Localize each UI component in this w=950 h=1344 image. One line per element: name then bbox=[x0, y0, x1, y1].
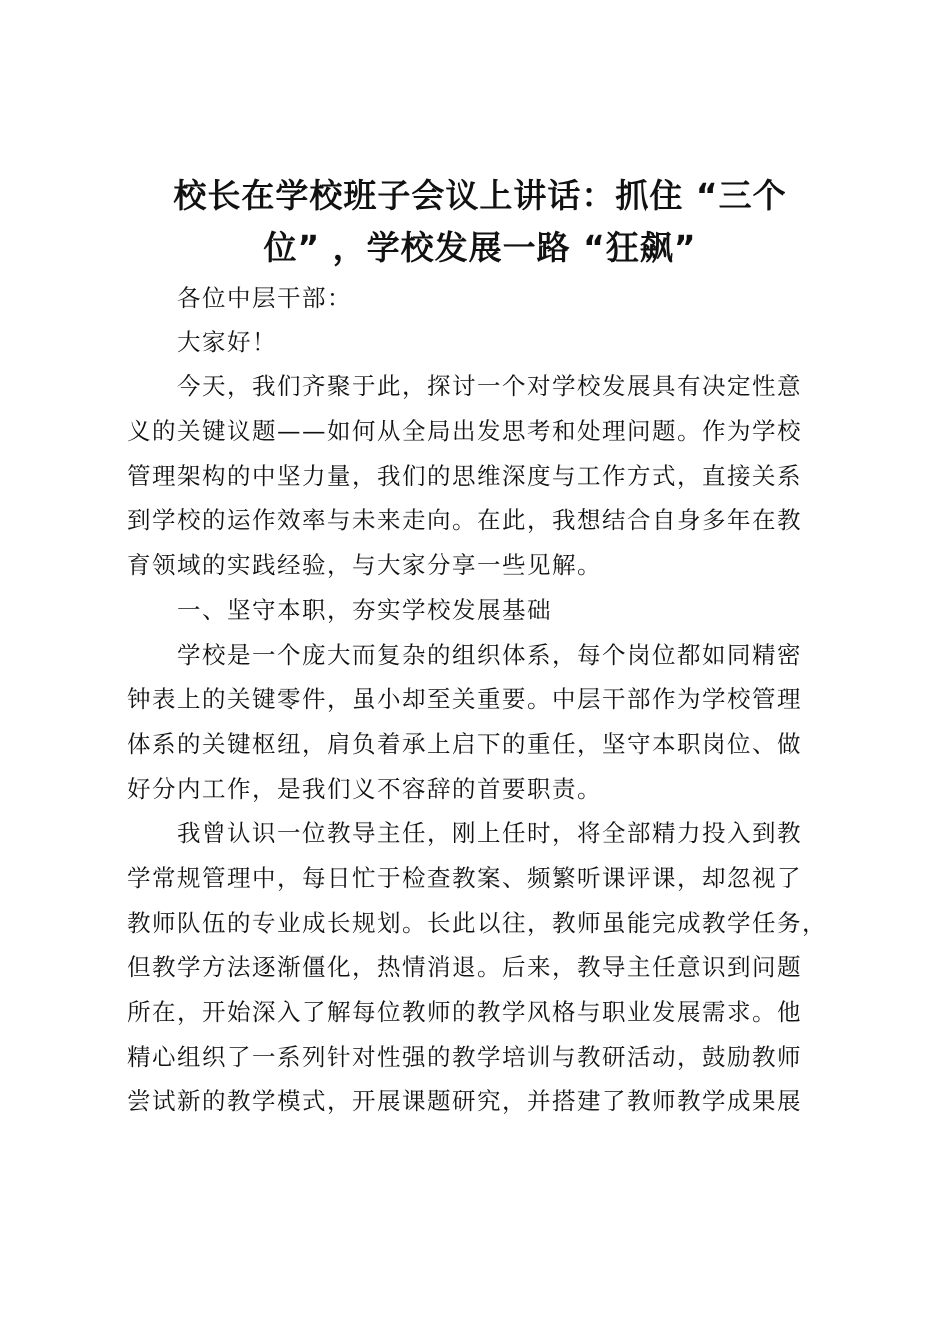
body-line: 学校是一个庞大而复杂的组织体系，每个岗位都如同精密 bbox=[177, 641, 802, 669]
body-line: 但教学方法逐渐僵化，热情消退。后来，教导主任意识到问题 bbox=[127, 953, 802, 981]
document-title-line-2: 位” ，学校发展一路 “狂飙” bbox=[263, 228, 697, 267]
body-line: 学常规管理中，每日忙于检查教案、频繁听课评课，却忽视了 bbox=[127, 864, 802, 892]
body-line: 尝试新的教学模式，开展课题研究，并搭建了教师教学成果展 bbox=[127, 1087, 802, 1115]
body-line: 育领域的实践经验，与大家分享一些见解。 bbox=[127, 551, 602, 579]
body-line: 钟表上的关键零件，虽小却至关重要。中层干部作为学校管理 bbox=[127, 685, 802, 713]
body-line: 精心组织了一系列针对性强的教学培训与教研活动，鼓励教师 bbox=[127, 1043, 802, 1071]
body-line: 好分内工作，是我们义不容辞的首要职责。 bbox=[127, 775, 602, 803]
document-title-line-1: 校长在学校班子会议上讲话：抓住 “三个 bbox=[173, 176, 787, 215]
section-heading: 一、坚守本职，夯实学校发展基础 bbox=[177, 596, 552, 624]
salutation: 各位中层干部： bbox=[177, 284, 352, 312]
body-line: 管理架构的中坚力量，我们的思维深度与工作方式，直接关系 bbox=[127, 462, 802, 490]
body-line: 教师队伍的专业成长规划。长此以往，教师虽能完成教学任务， bbox=[127, 909, 827, 937]
body-line: 义的关键议题——如何从全局出发思考和处理问题。作为学校 bbox=[127, 417, 802, 445]
greeting: 大家好！ bbox=[177, 328, 277, 356]
body-line: 到学校的运作效率与未来走向。在此，我想结合自身多年在教 bbox=[127, 506, 802, 534]
body-line: 今天，我们齐聚于此，探讨一个对学校发展具有决定性意 bbox=[177, 372, 802, 400]
body-line: 体系的关键枢纽，肩负着承上启下的重任，坚守本职岗位、做 bbox=[127, 730, 802, 758]
body-line: 我曾认识一位教导主任，刚上任时，将全部精力投入到教 bbox=[177, 819, 802, 847]
body-line: 所在，开始深入了解每位教师的教学风格与职业发展需求。他 bbox=[127, 998, 802, 1026]
